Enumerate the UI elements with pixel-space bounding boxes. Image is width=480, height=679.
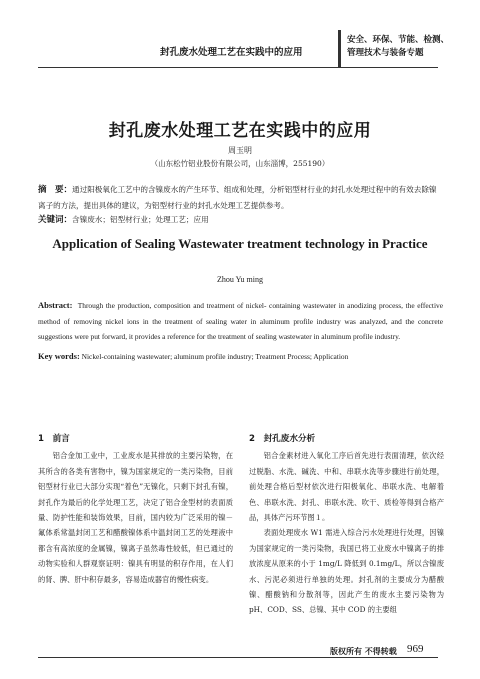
abstract-en-text: Through the production, composition and treatment of nickel- containing wastewater in anodizing process, the effective method of removing nickel ions in the treatment of sealing water in aluminum profile industry was analyzed, and the concrete suggestions were put forward, it provides a reference for the treatment of sealing wastewater in aluminum profile industry. <box>38 301 444 341</box>
author-cn: 周玉明 <box>228 146 252 155</box>
keywords-cn-label: 关键词： <box>38 215 73 225</box>
running-header-title: 封孔废水处理工艺在实践中的应用 <box>160 47 303 58</box>
affiliation-cn: （山东松竹铝业股份有限公司，山东淄博，255190） <box>150 159 330 168</box>
running-header-category <box>347 34 449 60</box>
abstract-en-label: Abstract: <box>38 300 73 310</box>
category-line-1: 安全、环保、节能、检测、 <box>347 35 450 45</box>
paper-title-en: Application of Sealing Wastewater treatment technology in Practice <box>52 236 428 251</box>
footer-rule <box>38 657 438 658</box>
keywords-en <box>38 349 443 364</box>
keywords-cn <box>38 212 443 228</box>
body-column-left <box>38 432 233 587</box>
section-2-paragraph-1: 铝合金素材进入氧化工序后首先进行表面清理，依次经过脱脂、水洗、碱洗、中和、串联水洗等步骤进行前处理，前处理合格后型材依次进行阳极氧化、串联水洗、电解着色、串联水洗、封孔、串联水洗、吹干、质检等得到合格产品，具体产污环节图１。 <box>249 451 444 523</box>
section-2-paragraph-2: 表面处理废水 W1 需进入综合污水处理进行处理，因镍为国家规定的一类污染物，我国已将工业废水中镍离子的排放浓度从原来的小于 1mg/L 降低到 0.1mg/L，所以含镍废水、污泥必须进行单独的处理。封孔剂的主要成分为醋酸镍、醋酸钠和分散剂等，因此产生的废水主要污染物为 pH、COD、SS、总镍、其中 COD 的主要组 <box>249 528 444 615</box>
page-number: 969 <box>407 643 424 655</box>
keywords-en-text: Nickel-containing wastewater; aluminum profile industry; Treatment Process; Application <box>81 352 349 361</box>
header-bar-accent <box>338 30 341 67</box>
footer-rights: 版权所有 不得转载 <box>330 647 397 656</box>
abstract-cn <box>38 182 443 213</box>
category-line-2: 管理技术与装备专题 <box>347 48 424 58</box>
header-rule <box>38 67 438 68</box>
body-column-right <box>249 432 444 618</box>
abstract-en <box>38 298 443 345</box>
section-2-heading: 2 封孔废水分析 <box>249 434 316 444</box>
paper-title-cn: 封孔废水处理工艺在实践中的应用 <box>108 121 372 141</box>
section-1-heading: 1 前言 <box>38 434 70 444</box>
keywords-en-label: Key words: <box>38 351 80 361</box>
keywords-cn-text: 含镍废水；铝型材行业；处理工艺；应用 <box>72 215 209 224</box>
abstract-cn-label: 摘 要： <box>38 185 73 195</box>
author-en: Zhou Yu ming <box>217 275 263 284</box>
section-1-paragraph: 铝合金加工业中，工业废水是其排放的主要污染物，在其所含的各类有害物中，镍为国家规定的一类污染物，目前铝型材行业已大部分实现“着色”无镍化，只剩下封孔有镍，封孔作为最后的化学处理工艺，决定了铝合金型材的表面质量、防护性能和装饰效果，目前，国内较为广泛采用的镍－氟体系常温封闭工艺和醋酸镍体系中温封闭工艺的处理液中都含有高浓度的金属镍，镍离子虽然毒性较低，但已通过的动物实验和人群观察证明：镍具有明显的积存作用，在人们的肾、脾、肝中积存最多，容易造成器官的慢性病变。 <box>38 451 233 584</box>
abstract-cn-text: 通过阳极氧化工艺中的含镍废水的产生环节、组成和处理，分析铝型材行业的封孔水处理过程中的有效去除镍离子的方法，提出具体的建议，为铝型材行业的封孔水处理工艺提供参考。 <box>38 185 437 210</box>
